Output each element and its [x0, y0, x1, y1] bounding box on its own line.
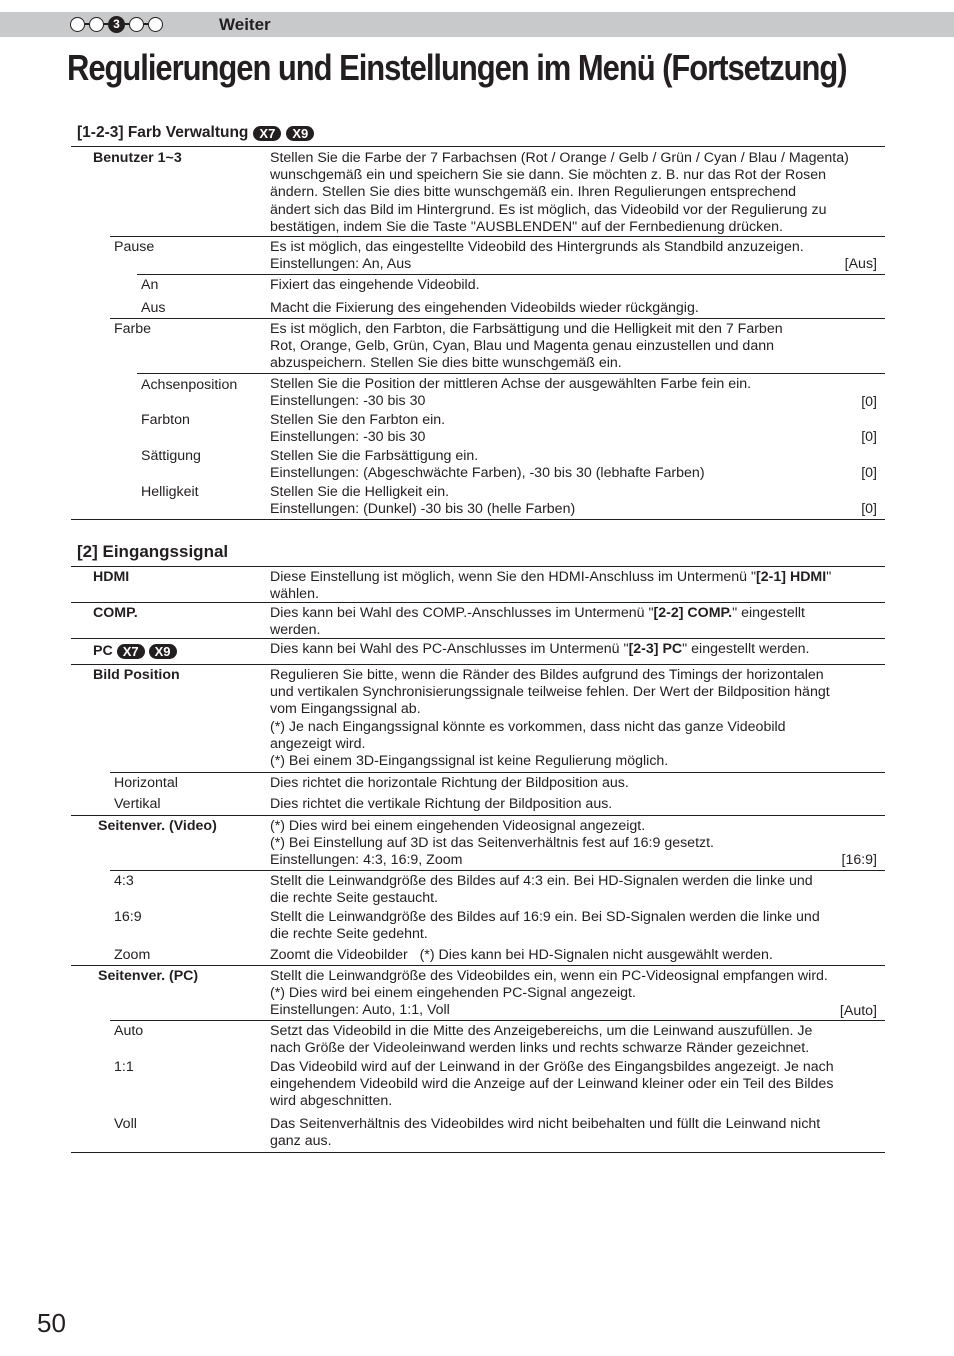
- desc-line: ändern. Stellen Sie dies bitte wunschgemäß ein. Ihren Regulierungen entsprechend: [270, 184, 797, 201]
- row-term-an: An: [141, 277, 159, 293]
- row-desc-pc: [270, 641, 880, 658]
- row-term-achsenposition: Achsenposition: [141, 377, 238, 393]
- row-desc-auto: [270, 1023, 880, 1057]
- row-desc-pause: [270, 239, 880, 273]
- section-label: Weiter: [219, 15, 271, 34]
- desc-line: Einstellungen: -30 bis 30: [270, 429, 426, 446]
- row-desc-comp: [270, 605, 880, 639]
- table-rule: [71, 638, 885, 639]
- menu-reference: [2-3] PC: [628, 641, 683, 657]
- step-circle: [148, 17, 163, 32]
- desc-text: Diese Einstellung ist möglich, wenn Sie den HDMI-Anschluss im Untermenü ": [270, 569, 757, 585]
- table-rule: [110, 772, 885, 773]
- desc-line: wird abgeschnitten.: [270, 1093, 393, 1110]
- default-value: [16:9]: [841, 852, 877, 868]
- table-rule: [71, 815, 885, 816]
- desc-line: ganz aus.: [270, 1133, 332, 1150]
- desc-line: Es ist möglich, den Farbton, die Farbsättigung und die Helligkeit mit den 7 Farben: [270, 321, 783, 337]
- desc-line: Das Videobild wird auf der Leinwand in der Größe des Eingangsbildes angezeigt. Je nach: [270, 1059, 834, 1075]
- row-desc-seitenver-video: [270, 818, 880, 870]
- section-heading-eingangssignal: [77, 541, 228, 562]
- desc-line: Stellen Sie die Position der mittleren Achse der ausgewählten Farbe fein ein.: [270, 376, 752, 392]
- row-desc-aus: [270, 300, 880, 317]
- desc-line: Einstellungen: An, Aus: [270, 256, 412, 273]
- row-term-4-3: 4:3: [114, 873, 134, 889]
- row-desc-voll: [270, 1116, 880, 1150]
- desc-line: Einstellungen: 4:3, 16:9, Zoom: [270, 852, 463, 869]
- model-badge: X7: [253, 126, 281, 141]
- row-term-farbton: Farbton: [141, 412, 190, 428]
- row-desc-achsenposition: [270, 376, 880, 410]
- step-indicator: [70, 15, 163, 33]
- step-circle: [89, 17, 104, 32]
- row-desc-farbton: [270, 412, 880, 446]
- desc-line: die rechte Seite gedehnt.: [270, 926, 428, 943]
- desc-line: Einstellungen: Auto, 1:1, Voll: [270, 1002, 450, 1019]
- row-desc-16-9: [270, 909, 880, 943]
- default-value: [0]: [861, 429, 877, 445]
- step-circle-active: 3: [108, 16, 125, 33]
- desc-line: eingehendem Videobild wird die Anzeige auf der Leinwand kleiner oder ein Teil des Bildes: [270, 1076, 834, 1093]
- model-badge: X9: [286, 126, 314, 141]
- menu-reference: [2-1] HDMI: [756, 569, 827, 585]
- table-rule: [71, 566, 885, 567]
- row-term-aus: Aus: [141, 300, 166, 316]
- row-desc-farbe: [270, 321, 880, 373]
- row-desc-benutzer: [270, 150, 880, 236]
- row-term-helligkeit: Helligkeit: [141, 484, 199, 500]
- desc-line: werden.: [270, 622, 321, 639]
- desc-line: abzuspeichern. Stellen Sie dies bitte wunschgemäß ein.: [270, 355, 622, 372]
- desc-line: ändert sich das Bild im Hintergrund. Es ist möglich, das Videobild vor der Regulierung zu: [270, 201, 827, 218]
- row-desc-zoom: [270, 947, 880, 964]
- row-term-saettigung: Sättigung: [141, 448, 201, 464]
- table-rule: [110, 318, 885, 319]
- table-rule: [71, 602, 885, 603]
- desc-line: Stellt die Leinwandgröße des Bildes auf 4:3 ein. Bei HD-Signalen werden die linke und: [270, 873, 813, 889]
- row-desc-an: [270, 277, 880, 294]
- desc-line: Stellen Sie die Farbe der 7 Farbachsen (Rot / Orange / Gelb / Grün / Cyan / Blau / Magenta): [270, 150, 849, 166]
- desc-line: Rot, Orange, Gelb, Grün, Cyan, Blau und Magenta genau einzustellen und dann: [270, 338, 774, 355]
- desc-line: Macht die Fixierung des eingehenden Videobilds wieder rückgängig.: [270, 300, 699, 316]
- desc-text: Dies kann bei Wahl des COMP.-Anschlusses im Untermenü ": [270, 605, 654, 621]
- desc-line: Einstellungen: -30 bis 30: [270, 393, 426, 410]
- default-value: [0]: [861, 394, 877, 410]
- table-rule: [71, 965, 885, 966]
- table-rule: [71, 146, 885, 147]
- table-rule: [110, 1020, 885, 1021]
- desc-line: [270, 641, 880, 658]
- default-value: [Aus]: [844, 256, 877, 272]
- default-value: [0]: [861, 501, 877, 517]
- row-term-hdmi: HDMI: [93, 569, 130, 585]
- section-heading-text: [2] Eingangssignal: [77, 542, 229, 561]
- row-term-benutzer: Benutzer 1~3: [93, 150, 182, 166]
- row-desc-vertikal: [270, 796, 880, 813]
- table-rule: [110, 870, 885, 871]
- table-rule: [71, 519, 885, 520]
- row-term-zoom: Zoom: [114, 947, 151, 963]
- desc-text: " eingestellt: [732, 605, 805, 621]
- row-term-bild-position: Bild Position: [93, 667, 180, 683]
- desc-line: Setzt das Videobild in die Mitte des Anzeigebereichs, um die Leinwand auszufüllen. Je: [270, 1023, 813, 1039]
- row-desc-bild-position: [270, 667, 880, 770]
- row-term-1-1: 1:1: [114, 1059, 134, 1075]
- desc-line: (*) Je nach Eingangssignal könnte es vorkommen, dass nicht das ganze Videobild: [270, 718, 786, 735]
- desc-line: [270, 569, 880, 586]
- desc-line: Stellen Sie die Helligkeit ein.: [270, 484, 450, 500]
- desc-line: Stellen Sie den Farbton ein.: [270, 412, 446, 428]
- row-term-seitenver-pc: Seitenver. (PC): [98, 968, 199, 984]
- row-desc-hdmi: [270, 569, 880, 603]
- row-term-pc: [93, 643, 177, 660]
- desc-line: Stellt die Leinwandgröße des Videobildes ein, wenn ein PC-Videosignal empfangen wird.: [270, 968, 828, 984]
- desc-line: angezeigt wird.: [270, 735, 366, 752]
- desc-line: (*) Bei Einstellung auf 3D ist das Seitenverhältnis fest auf 16:9 gesetzt.: [270, 835, 714, 852]
- step-circle: [70, 17, 85, 32]
- desc-line: Stellt die Leinwandgröße des Bildes auf 16:9 ein. Bei SD-Signalen werden die linke und: [270, 909, 820, 925]
- desc-line: bestätigen, indem Sie die Taste "AUSBLENDEN" auf der Fernbedienung drücken.: [270, 218, 783, 235]
- term-text: PC: [93, 643, 113, 659]
- row-term-seitenver-video: Seitenver. (Video): [98, 818, 217, 834]
- desc-line: Dies richtet die horizontale Richtung der Bildposition aus.: [270, 775, 629, 791]
- desc-line: und vertikalen Synchronisierungssignale teilweise fehlen. Der Wert der Bildposition hängt: [270, 684, 830, 701]
- default-value: [Auto]: [839, 1003, 877, 1019]
- row-term-16-9: 16:9: [114, 909, 142, 925]
- table-rule: [71, 1152, 885, 1153]
- row-desc-1-1: [270, 1059, 880, 1111]
- row-term-horizontal: Horizontal: [114, 775, 178, 791]
- row-term-farbe: Farbe: [114, 321, 152, 337]
- section-heading-farb-verwaltung: [77, 124, 314, 142]
- desc-line: (*) Dies wird bei einem eingehenden Videosignal angezeigt.: [270, 818, 646, 834]
- row-term-vertikal: Vertikal: [114, 796, 161, 812]
- menu-reference: [2-2] COMP.: [653, 605, 733, 621]
- table-rule: [71, 664, 885, 665]
- desc-line: Das Seitenverhältnis des Videobildes wird nicht beibehalten und füllt die Leinwand nicht: [270, 1116, 821, 1132]
- row-desc-horizontal: [270, 775, 880, 792]
- desc-line: (*) Dies wird bei einem eingehenden PC-Signal angezeigt.: [270, 985, 636, 1002]
- row-desc-helligkeit: [270, 484, 880, 518]
- step-circle: [129, 17, 144, 32]
- table-rule: [137, 373, 885, 374]
- desc-line: vom Eingangssignal ab.: [270, 701, 421, 718]
- desc-text: Dies kann bei Wahl des PC-Anschlusses im Untermenü ": [270, 641, 629, 657]
- desc-line: die rechte Seite gestaucht.: [270, 890, 438, 907]
- row-term-pause: Pause: [114, 239, 155, 255]
- desc-text: " eingestellt werden.: [682, 641, 810, 657]
- desc-line: wunschgemäß ein und speichern Sie sie dann. Sie möchten z. B. nur das Rot der Rosen: [270, 167, 826, 184]
- desc-line: Stellen Sie die Farbsättigung ein.: [270, 448, 479, 464]
- row-desc-saettigung: [270, 448, 880, 482]
- section-heading-text: [1-2-3] Farb Verwaltung: [77, 124, 249, 141]
- page-number: 50: [37, 1308, 66, 1338]
- desc-line: Einstellungen: (Abgeschwächte Farben), -30 bis 30 (lebhafte Farben): [270, 465, 705, 482]
- row-term-comp: COMP.: [93, 605, 138, 621]
- desc-line: Fixiert das eingehende Videobild.: [270, 277, 480, 293]
- row-term-voll: Voll: [114, 1116, 137, 1132]
- desc-line: Dies richtet die vertikale Richtung der Bildposition aus.: [270, 796, 613, 812]
- row-desc-4-3: [270, 873, 880, 907]
- desc-line: Es ist möglich, das eingestellte Videobild des Hintergrunds als Standbild anzuzeigen.: [270, 239, 804, 255]
- desc-line: nach Größe der Videoleinwand werden links und rechts schwarze Ränder gezeichnet.: [270, 1040, 810, 1057]
- row-term-auto: Auto: [114, 1023, 144, 1039]
- table-rule: [137, 274, 885, 275]
- desc-line: Zoomt die Videobilder (*) Dies kann bei HD-Signalen nicht ausgewählt werden.: [270, 947, 773, 963]
- table-rule: [110, 236, 885, 237]
- desc-line: wählen.: [270, 586, 319, 603]
- header-bar: [0, 12, 954, 37]
- desc-line: Regulieren Sie bitte, wenn die Ränder des Bildes aufgrund des Timings der horizontalen: [270, 667, 824, 683]
- desc-line: (*) Bei einem 3D-Eingangssignal ist keine Regulierung möglich.: [270, 752, 669, 769]
- page-title: Regulierungen und Einstellungen im Menü (Fortsetzung): [67, 47, 847, 88]
- desc-text: ": [826, 569, 832, 585]
- model-badge: X9: [149, 644, 177, 659]
- desc-line: [270, 605, 880, 622]
- desc-line: Einstellungen: (Dunkel) -30 bis 30 (helle Farben): [270, 501, 576, 518]
- row-desc-seitenver-pc: [270, 968, 880, 1020]
- model-badge: X7: [117, 644, 145, 659]
- default-value: [0]: [861, 465, 877, 481]
